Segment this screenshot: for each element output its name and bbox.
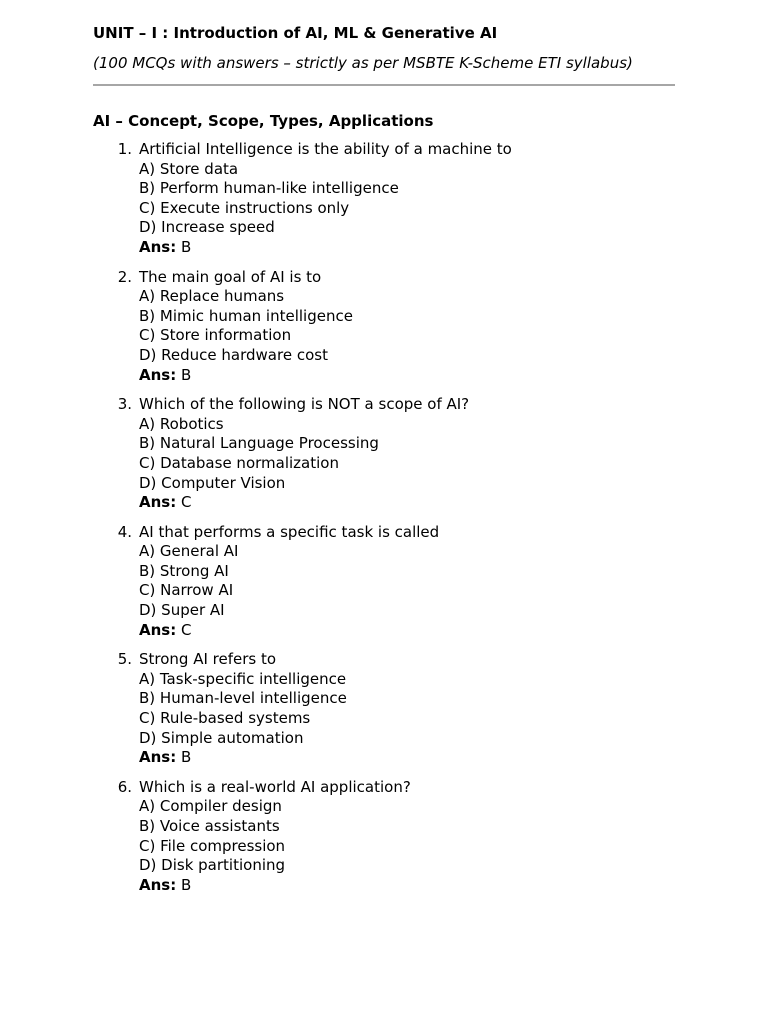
question-number: 1. [117, 140, 132, 158]
question-item [93, 650, 675, 768]
option-d: D) Reduce hardware cost [139, 345, 328, 364]
option-d: D) Disk partitioning [139, 856, 286, 875]
option-a: A) General AI [139, 542, 239, 561]
section-heading: AI – Concept, Scope, Types, Applications [93, 112, 434, 130]
question-text: The main goal of AI is to [139, 267, 322, 286]
question-number: 2. [117, 267, 132, 286]
option-b: B) Strong AI [139, 561, 229, 580]
option-d: D) Computer Vision [139, 473, 286, 492]
answer-value: C [181, 620, 192, 639]
option-c: C) File compression [139, 836, 286, 855]
document-page [93, 23, 675, 905]
option-a: A) Task-specific intelligence [139, 669, 347, 688]
answer-label: Ans: [139, 237, 177, 256]
question-item [93, 778, 675, 896]
question-number: 3. [117, 395, 132, 414]
option-b: B) Voice assistants [139, 817, 280, 835]
option-c: C) Store information [139, 326, 292, 345]
answer-value: B [181, 875, 192, 894]
answer-value: B [181, 365, 192, 384]
answer-label: Ans: [139, 875, 177, 894]
answer-label: Ans: [139, 748, 177, 767]
question-item [93, 523, 675, 641]
option-b: B) Natural Language Processing [139, 434, 379, 453]
option-a: A) Store data [139, 159, 239, 178]
option-d: D) Super AI [139, 601, 225, 620]
option-c: C) Rule-based systems [139, 709, 311, 728]
option-d: D) Increase speed [139, 218, 275, 237]
question-text: AI that performs a specific task is called [139, 522, 440, 541]
answer-line [139, 748, 675, 768]
option-c: C) Execute instructions only [139, 198, 350, 217]
option-a: A) Robotics [139, 414, 224, 433]
question-item [93, 268, 675, 386]
option-a: A) Compiler design [139, 797, 282, 816]
option-a: A) Replace humans [139, 287, 285, 306]
document-title: UNIT – I : Introduction of AI, ML & Generative AI [93, 24, 498, 42]
option-b: B) Mimic human intelligence [139, 306, 353, 325]
question-item [93, 395, 675, 513]
question-text: Which is a real-world AI application? [139, 777, 411, 796]
option-b: B) Human-level intelligence [139, 689, 347, 708]
answer-value: B [181, 748, 192, 767]
question-text: Which of the following is NOT a scope of AI? [139, 395, 470, 414]
horizontal-divider [93, 84, 675, 86]
question-number: 5. [117, 650, 132, 669]
option-c: C) Database normalization [139, 453, 339, 472]
document-subtitle: (100 MCQs with answers – strictly as per MSBTE K-Scheme ETI syllabus) [93, 54, 633, 72]
option-b: B) Perform human-like intelligence [139, 179, 399, 198]
answer-line [139, 366, 675, 386]
answer-label: Ans: [139, 620, 177, 639]
answer-line [139, 238, 675, 258]
answer-value: B [181, 237, 192, 256]
question-number: 4. [117, 522, 132, 541]
question-item [93, 140, 675, 258]
option-d: D) Simple automation [139, 728, 304, 747]
question-text: Artificial Intelligence is the ability of a machine to [139, 140, 512, 158]
question-list [93, 140, 675, 895]
answer-label: Ans: [139, 365, 177, 384]
answer-line [139, 493, 675, 513]
question-number: 6. [117, 777, 132, 796]
answer-line [139, 621, 675, 641]
answer-line [139, 876, 675, 896]
question-text: Strong AI refers to [139, 650, 277, 669]
option-c: C) Narrow AI [139, 581, 234, 600]
answer-value: C [181, 493, 192, 512]
answer-label: Ans: [139, 493, 177, 512]
